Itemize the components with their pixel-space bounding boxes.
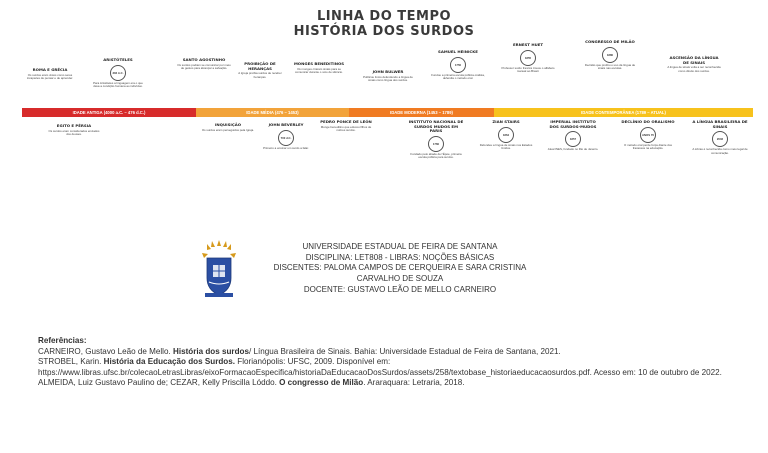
event-desc: Primeiro a ensinar um surdo a falar. [263, 145, 309, 150]
event-declinio-oralismo [620, 120, 676, 151]
event-john-bulwer [360, 70, 416, 83]
institution-block [250, 242, 550, 296]
institution-students-cont: CARVALHO DE SOUZA [356, 274, 444, 284]
event-title: PEDRO PONCE DE LEÓN [320, 119, 372, 124]
event-title: EGITO E PÉRSIA [56, 123, 92, 128]
institution-course: DISCIPLINA: LET808 - LIBRAS: NOÇÕES BÁSICAS [305, 252, 495, 262]
institution-teacher: DOCENTE: GUSTAVO LEÃO DE MELLO CARNEIRO [303, 284, 497, 294]
event-title: INQUISIÇÃO [214, 122, 242, 127]
event-desc: Fundou a primeira escola pública oralista, defendia o método oral. [431, 72, 485, 81]
event-year-circle: ANOS 70 [640, 127, 656, 143]
event-santo-agostinho [176, 58, 232, 71]
event-title: SANTO AGOSTINHO [182, 57, 226, 62]
event-title: CONGRESSO DE MILÃO [585, 39, 635, 44]
event-year-circle: 1750 [450, 57, 466, 73]
event-samuel-heinicke [430, 50, 486, 81]
references [38, 336, 753, 389]
title-line-1: LINHA DO TEMPO [316, 9, 452, 24]
event-year-circle: 2002 [712, 131, 728, 147]
event-title: IMPERIAL INSTITUTO DOS SURDOS-MUDOS [549, 119, 597, 129]
reference-3: ALMEIDA, Luiz Gustavo Paulino de; CEZAR, Kelly Priscilla Lóddo. O congresso de Milão. Araraquara: Letraria, 2018. [38, 378, 465, 388]
institution-university: UNIVERSIDADE ESTADUAL DE FEIRA DE SANTANA [302, 242, 498, 251]
event-desc: Publicou livros defendendo a língua de sinais como língua dos surdos. [363, 74, 413, 83]
event-desc: Para Aristóteles a linguagem era o que dava a condição humana ao indivíduo. [93, 80, 143, 89]
event-ascensao [666, 56, 722, 73]
event-title: A LÍNGUA BRASILEIRA DE SINAIS [692, 119, 748, 129]
event-desc: Decisão que proibiu o uso da língua de sinais nas escolas. [584, 62, 636, 71]
event-year-circle: 384 A.C. [110, 65, 126, 81]
event-desc: Professor surdo francês trouxe o alfabeto manual ao Brasil. [501, 65, 555, 74]
era-modern: IDADE MODERNA (1453 – 1789) [349, 108, 494, 117]
event-desc: Fundado pelo abade de l'Épée, primeira escola pública para surdos. [410, 151, 462, 160]
event-inquisicao [200, 123, 256, 132]
title-line-2: HISTÓRIA DOS SURDOS [293, 24, 475, 39]
event-desc: Os surdos eram perseguidos pela Igreja. [201, 127, 255, 132]
event-aristoteles [90, 58, 146, 89]
university-logo [199, 238, 239, 300]
event-ernest-huet [500, 43, 556, 74]
event-title: PROIBIÇÃO DE HERANÇAS [244, 61, 276, 71]
event-title: ZIAN STAIRS [492, 119, 520, 124]
event-monges [291, 62, 347, 75]
event-john-beverley [258, 123, 314, 150]
event-year-circle: 700 d.C. [278, 130, 294, 146]
era-ancient: IDADE ANTIGA (4000 a.C. – 476 d.C.) [22, 108, 196, 117]
era-medieval: IDADE MÉDIA (476 – 1453) [196, 108, 349, 117]
event-desc: Os monges criaram sinais para se comunicar durante o voto de silêncio. [295, 66, 343, 75]
event-title: JOHN BULWER [372, 69, 404, 74]
event-libras [692, 120, 748, 155]
event-desc: Monge beneditino que educou filhos de nobres surdos. [320, 124, 372, 133]
event-title: ROMA E GRÉCIA [32, 67, 68, 72]
event-zian-stairs [478, 120, 534, 151]
event-pedro-ponce [318, 120, 374, 133]
event-title: INSTITUTO NACIONAL DE SURDOS MUDOS EM PARIS [408, 119, 464, 134]
event-desc: Os surdos eram considerados enviados dos deuses. [48, 128, 100, 137]
event-desc: A língua de sinais volta a ser reconhecida como direito dos surdos. [667, 65, 721, 73]
event-year-circle: 1760 [428, 136, 444, 152]
event-year-circle: 1857 [565, 131, 581, 147]
era-contemporary: IDADE CONTEMPORÂNEA (1789 – ATUAL) [494, 108, 753, 117]
event-desc: Os surdos eram vistos como seres incapazes de pensar e de aprender. [26, 72, 74, 81]
event-roma-grecia [22, 68, 78, 81]
event-title: ARISTÓTELES [103, 57, 133, 62]
event-desc: Atual INES, fundado no Rio de Janeiro. [547, 147, 599, 152]
event-year-circle: 1864 [498, 127, 514, 143]
event-proibicao [232, 62, 288, 79]
event-title: ERNEST HUET [512, 42, 544, 47]
event-imperial-instituto [545, 120, 601, 152]
event-title: SAMUEL HEINICKE [438, 49, 478, 54]
event-egito-persia [46, 124, 102, 137]
event-desc: A Igreja proibia surdos de receber heranças. [238, 71, 282, 79]
event-desc: O método oral perde força diante dos fracassos na educação. [624, 142, 672, 151]
reference-1: CARNEIRO, Gustavo Leão de Mello. História dos surdos/ Língua Brasileira de Sinais. Bahia: Universidade Estadual de Feira de Santana, 2021. [38, 346, 561, 356]
event-title: JOHN BEVERLEY [268, 122, 304, 127]
references-heading: Referências: [38, 336, 87, 345]
reference-2: STROBEL, Karin. História da Educação dos Surdos. Florianópolis: UFSC, 2009. Disponível em: https://www.libras.ufsc.br/colecaoLetrasLibras/eixoFormacaoEspecifica/historiaDaEducacaoDosSurdos/assets/258/textobase_historiaeducacaosurdos.pdf. Acesso em: 10 de outubro de 2022. [38, 357, 722, 377]
event-desc: Os surdos podiam se comunicar por meio de gestos para alcançar a salvação. [177, 62, 231, 71]
institution-students: DISCENTES: PALOMA CAMPOS DE CERQUEIRA E SARA CRISTINA [273, 263, 527, 273]
event-title: MONGES BENEDITINOS [293, 61, 345, 66]
event-year-circle: 1855 [520, 50, 536, 66]
event-desc: A Libras é reconhecida como meio legal de comunicação. [692, 147, 748, 155]
event-title: ASCENSÃO DA LÍNGUA DE SINAIS [669, 55, 719, 65]
event-congresso-milao [582, 40, 638, 71]
event-year-circle: 1880 [602, 47, 618, 63]
event-title: DECLÍNIO DO ORALISMO [621, 119, 675, 124]
event-instituto-paris [408, 120, 464, 160]
event-desc: Defendeu a língua de sinais nos Estados Unidos. [479, 142, 533, 151]
